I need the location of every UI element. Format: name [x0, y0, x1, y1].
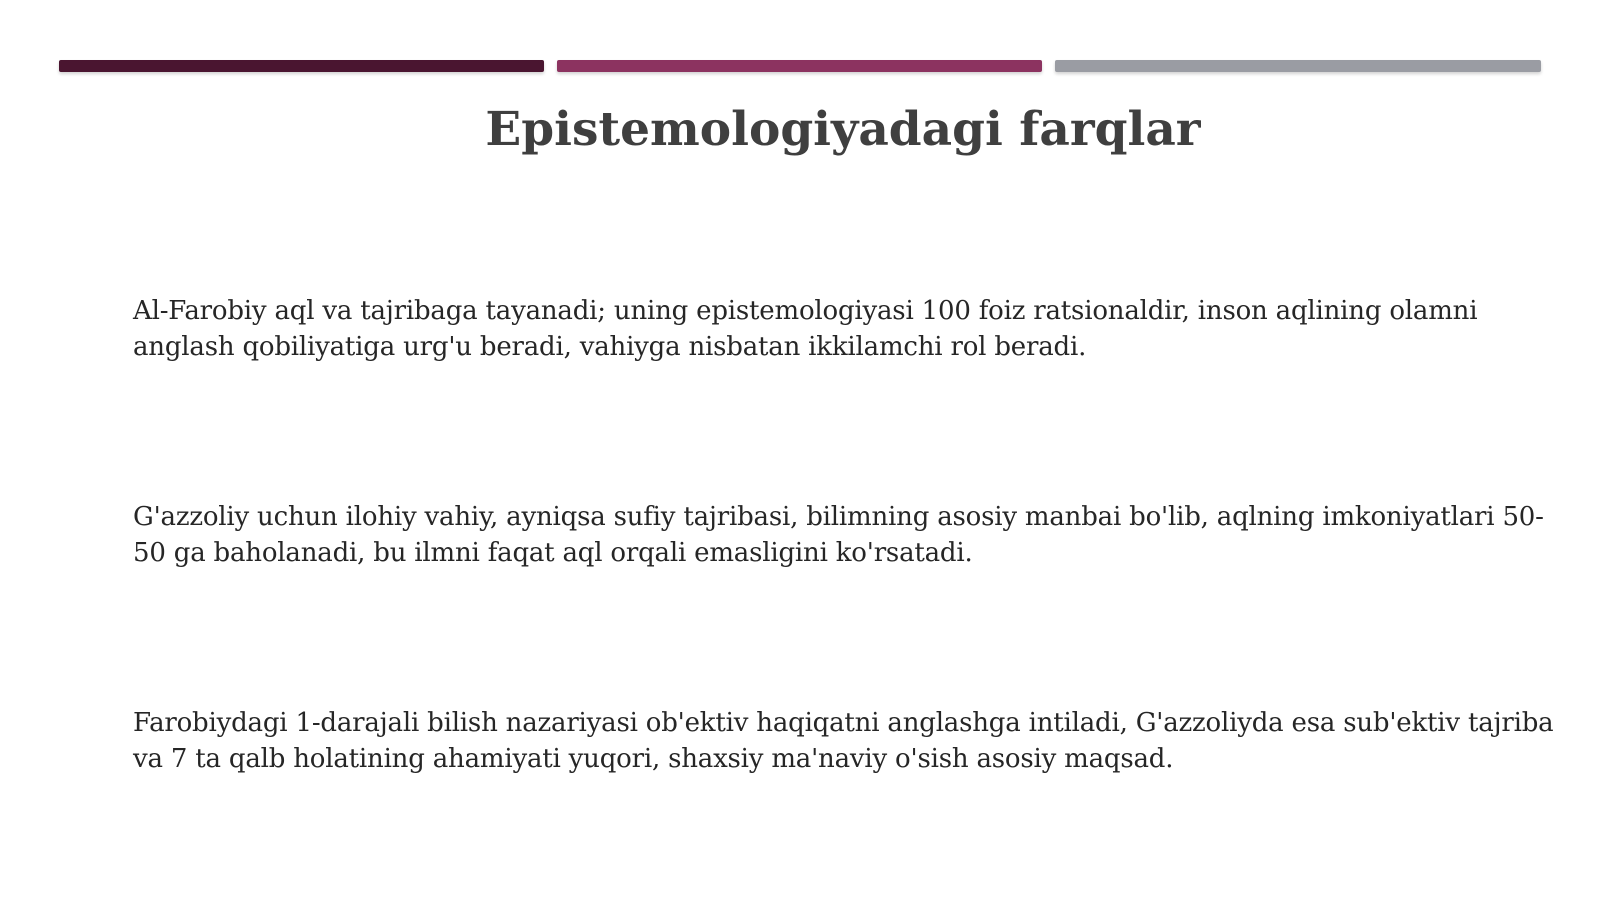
accent-bar-magenta: [557, 60, 1042, 72]
paragraph-farobiy: Al-Farobiy aql va tajribaga tayanadi; uning epistemologiyasi 100 foiz ratsionaldir, inson aqlining olamni anglash qobiliyatiga urg'u beradi, vahiyga nisbatan ikkilamchi rol beradi.: [133, 296, 1478, 362]
slide-title: Epistemologiyadagi farqlar: [485, 102, 1201, 157]
paragraph-gazzoliy: G'azzoliy uchun ilohiy vahiy, ayniqsa sufiy tajribasi, bilimning asosiy manbai bo'lib, aqlning imkoniyatlari 50-50 ga baholanadi, bu ilmni faqat aql orqali emasligini ko'rsatadi.: [133, 502, 1544, 568]
accent-bar-dark: [59, 60, 544, 72]
paragraph-comparison: Farobiydagi 1-darajali bilish nazariyasi ob'ektiv haqiqatni anglashga intiladi, G'azzoliyda esa sub'ektiv tajriba va 7 ta qalb holatining ahamiyati yuqori, shaxsiy ma'naviy o'sish asosiy maqsad.: [133, 708, 1554, 774]
accent-bar-gray: [1055, 60, 1541, 72]
